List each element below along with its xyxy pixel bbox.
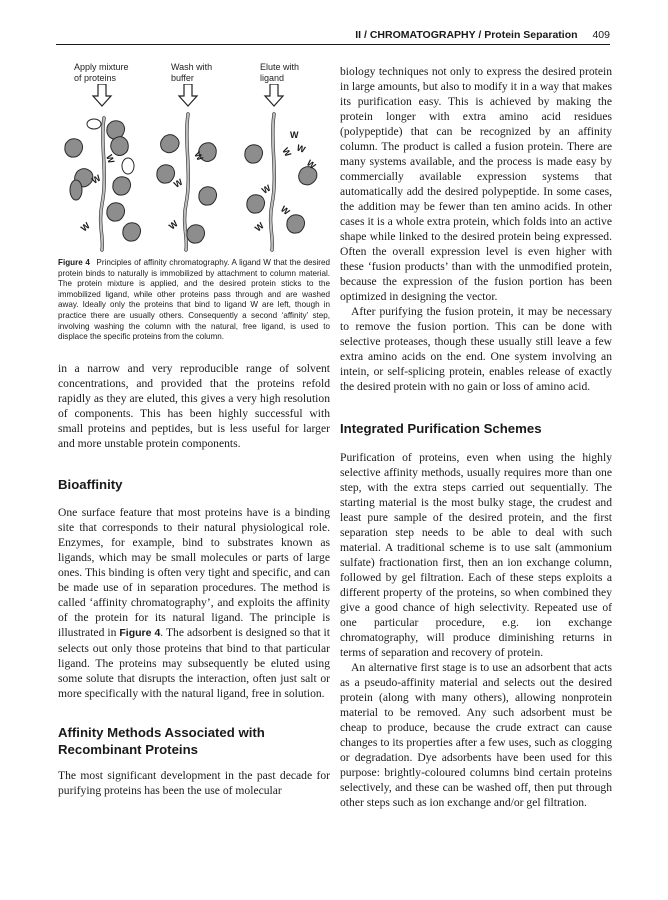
arrow-down-icon (265, 84, 283, 106)
arrow-down-icon (93, 84, 111, 106)
protein-free (113, 177, 131, 195)
protein-free (123, 223, 141, 241)
caption-text: Principles of affinity chromatography. A ligand W that the desired protein binds to naturally is immobilized by attachment to column material. The protein mixture is applied, and the desired protein sticks to the immobilized ligand, while other proteins pass through and are washed away. Ideally only the proteins that bind to ligand W are left, though in practice there are usually others. Consequently a second ‘affinity’ step, involving washing the column with the natural, free ligand, is used to displace the specific proteins from the column. (58, 258, 330, 342)
ligand-w: W (172, 176, 185, 190)
label-wash-buffer: Wash with buffer (171, 62, 213, 83)
panel-elute-proteins (245, 145, 319, 233)
ligand-w: W (252, 220, 266, 234)
ligand-w: W (166, 218, 180, 232)
left-column (58, 62, 330, 798)
protein-free (107, 203, 125, 221)
right-column (340, 64, 612, 810)
protein-free (65, 139, 83, 157)
ligand-w: W (104, 153, 117, 165)
figure-4-link[interactable]: Figure 4 (119, 627, 161, 640)
paragraph-recombinant: The most significant development in the past decade for purifying proteins has been the use of molecular (58, 769, 330, 798)
protein-bound (199, 187, 217, 205)
paragraph-intein: After purifying the fusion protein, it may be necessary to remove the fusion portion. This can be done with selective proteases, though these usually still leave a few extra amino acids on the end. One system involving an intein, or self-splicing protein, enables release of exactly the desired protein with no gain or loss of amino acid. (340, 305, 612, 393)
heading-recombinant: Affinity Methods Associated with Recombinant Proteins (58, 725, 265, 757)
ligand-w: W (280, 146, 294, 159)
caption-label: Figure 4 (58, 258, 90, 267)
ligand-w: W (304, 157, 318, 171)
label-apply-mixture: Apply mixture of proteins (74, 62, 129, 83)
ligand-w: W (278, 203, 292, 217)
page-number: 409 (592, 29, 610, 41)
affinity-diagram (58, 84, 330, 252)
protein-bound (187, 225, 205, 243)
running-head (355, 29, 610, 41)
bio-text-2: . The adsorbent is designed so that it selects out only those proteins that bind to that particular ligand. The proteins may subsequently be eluted using some solute that disrupts the interaction, often just salt or more specifically with the natural ligand, free in solution. (58, 626, 330, 701)
arrow-down-icon (179, 84, 197, 106)
bio-text-1: One surface feature that most proteins have is a binding site that corresponds to their natural physiological role. Enzymes, for example, bind to substrates known as ligands, which may be small molecules or parts of large ones. This binding is often very tight and specific, and can be made use of in separation procedures. The method is called ‘affinity chromatography’, and exploits the affinity of the protein for its natural ligand. The principle is illustrated in (58, 506, 330, 640)
protein-eluted (287, 215, 305, 233)
paragraph-schemes: Purification of proteins, even when using the highly selective affinity methods, usually requires more than one step, with the extra steps carried out sequentially. The starting material is the most bulky stage, the crudest and least pure sample of the desired protein, and the first separation step needs to be able to deal with such material. A traditional scheme is to use salt (ammonium sulfate) fractionation first, then an ion exchange column, followed by gel filtration. Each of these steps exploits a different property of the proteins, so when combined they give a good chance of high selectivity. Repeated use of one particular procedure, e.g. ion exchange chromatography, will produce diminishing returns in terms of separation and recovery of protein. (340, 450, 612, 659)
label-elute-ligand: Elute with ligand (260, 62, 300, 83)
ligand-w: W (90, 172, 103, 186)
protein-free (87, 119, 101, 129)
paragraph-continued: in a narrow and very reproducible range of solvent concentrations, and provided that the proteins refold rapidly as they are eluted, this gives a very high resolution of components. This has been highly successful with small proteins and peptides, but is less useful for larger and more unstable protein components. (58, 361, 330, 450)
protein-free (70, 180, 82, 200)
paragraph-adsorbent: An alternative first stage is to use an adsorbent that acts as a pseudo-affinity material and selects out the desired protein (along with many others), allowing nonprotein material to be removed. Any such adsorbent must be cheap to produce, because the crude extract can cause changes to its properties after a few uses, such as clogging or degradation. Dye adsorbents have been used for this purpose: brightly-coloured columns bind certain proteins selectively, and these can be washed off, then put through other steps such as ion exchange and/or gel filtration. (340, 660, 612, 809)
heading-integrated: Integrated Purification Schemes (340, 421, 542, 436)
ligand-w: W (78, 220, 92, 234)
protein-free (122, 158, 134, 174)
paragraph-bioaffinity (58, 505, 330, 701)
running-title: II / CHROMATOGRAPHY / Protein Separation (355, 29, 578, 41)
ligand-w: W (290, 130, 299, 140)
ligand-w: W (295, 142, 307, 155)
paragraph-fusion: biology techniques not only to express the desired protein in large amounts, but also to modify it in a way that makes its purification easy. This is achieved by making the protein longer with extra amino acid residues (polypeptide) that can be recognized by an affinity column. The product is called a fusion protein. There are many systems available, and the process is made easy by commercially available expression systems that automatically add the desired polypeptide. In some cases, the addition may be fewer than ten amino acids. In other cases it is a whole extra protein, which folds into an active shape while linked to the desired protein being expressed. Often the overall expression level is even higher with these ‘fusion products’ than with the unmodified protein, because the expression of the fusion portion has been optimized in designing the vector. (340, 65, 612, 303)
figure-4 (58, 62, 330, 254)
ligand-w: W (192, 150, 206, 163)
protein-bound (158, 131, 182, 156)
figure-caption (58, 258, 330, 343)
protein-eluted (245, 145, 263, 163)
heading-bioaffinity: Bioaffinity (58, 476, 123, 492)
header-rule (56, 44, 610, 45)
protein-eluted (247, 195, 265, 213)
ligand-w: W (260, 182, 273, 196)
